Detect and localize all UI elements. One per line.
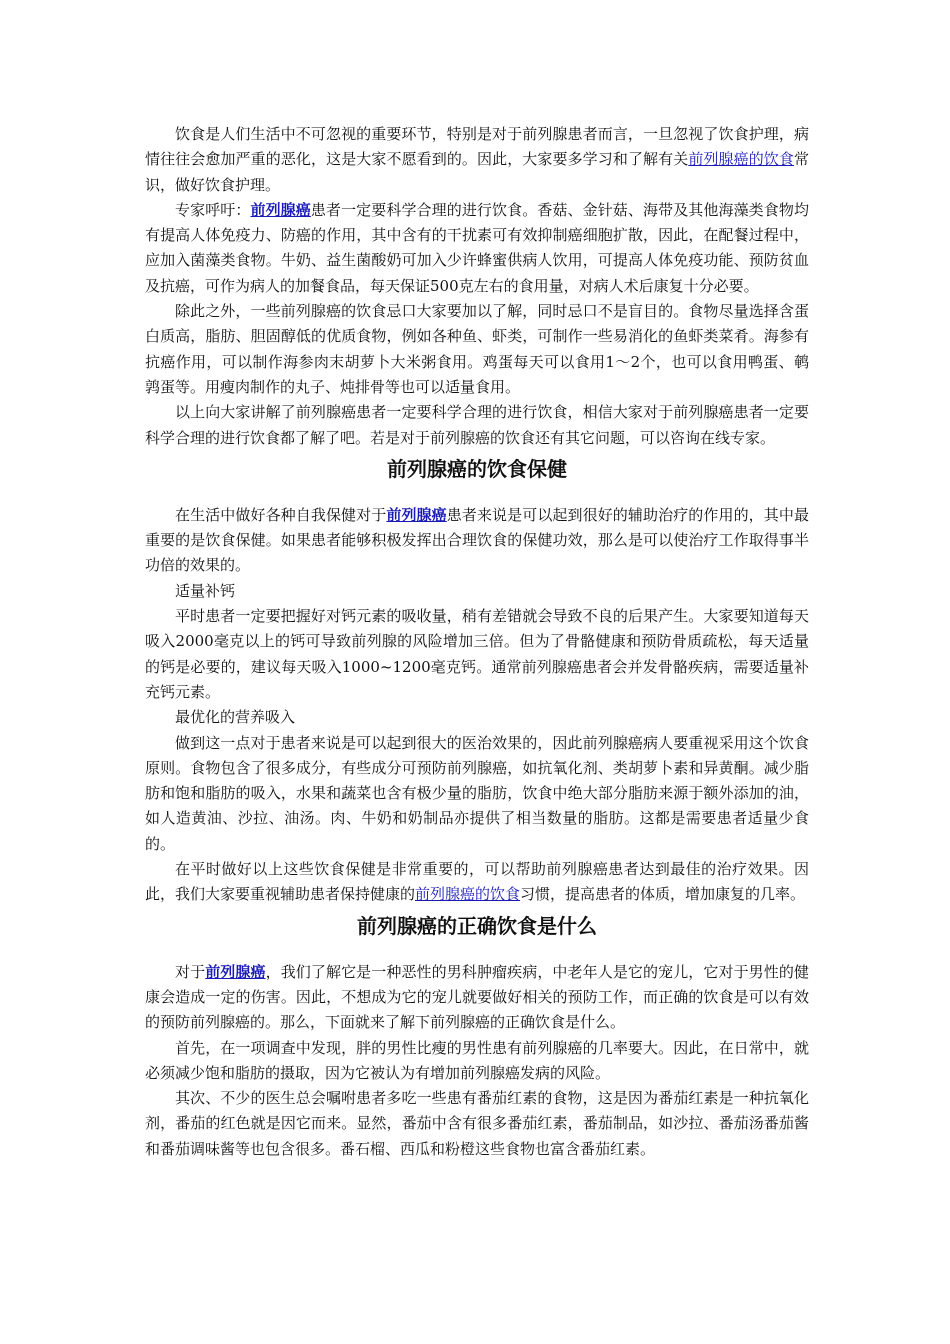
subheading: 最优化的营养吸入 (175, 708, 296, 727)
keyword-link[interactable]: 前列腺癌 (250, 200, 311, 219)
keyword-link[interactable]: 前列腺癌 (205, 962, 266, 981)
paragraph: 对于前列腺癌，我们了解它是一种恶性的男科肿瘤疾病，中老年人是它的宠儿，它对于男性的健康会造成一定的伤害。因此，不想成为它的宠儿就要做好相关的预防工作，而正确的饮食是可以有效的预防前列腺癌的。那么，下面就来了解下前列腺癌的正确饮食是什么。 (145, 962, 809, 1032)
paragraph: 在平时做好以上这些饮食保健是非常重要的，可以帮助前列腺癌患者达到最佳的治疗效果。因此，我们大家要重视辅助患者保持健康的前列腺癌的饮食习惯，提高患者的体质，增加康复的几率。 (145, 860, 809, 904)
paragraph: 饮食是人们生活中不可忽视的重要环节，特别是对于前列腺患者而言，一旦忽视了饮食护理，病情往往会愈加严重的恶化，这是大家不愿看到的。因此，大家要多学习和了解有关前列腺癌的饮食常识，做好饮食护理。 (145, 125, 809, 194)
paragraph: 除此之外，一些前列腺癌的饮食忌口大家要加以了解，同时忌口不是盲目的。食物尽量选择含蛋白质高，脂肪、胆固醇低的优质食物，例如各种鱼、虾类，可制作一些易消化的鱼虾类菜肴。海参有抗癌作用，可以制作海参肉末胡萝卜大米粥食用。鸡蛋每天可以食用1～2个，也可以食用鸭蛋、鹌鹑蛋等。用瘦肉制作的丸子、炖排骨等也可以适量食用。 (145, 302, 809, 396)
section-heading: 前列腺癌的饮食保健 (387, 456, 567, 481)
paragraph: 以上向大家讲解了前列腺癌患者一定要科学合理的进行饮食，相信大家对于前列腺癌患者一定要科学合理的进行饮食都了解了吧。若是对于前列腺癌的饮食还有其它问题，可以咨询在线专家。 (145, 403, 809, 447)
article-link[interactable]: 前列腺癌的饮食 (688, 150, 794, 169)
subheading: 适量补钙 (175, 581, 236, 600)
document-body (145, 122, 809, 1162)
section-heading: 前列腺癌的正确饮食是什么 (357, 913, 597, 938)
paragraph: 专家呼吁：前列腺癌患者一定要科学合理的进行饮食。香菇、金针菇、海带及其他海藻类食物均有提高人体免疫力、防癌的作用，其中含有的干扰素可有效抑制癌细胞扩散，因此，在配餐过程中，应加入菌藻类食物。牛奶、益生菌酸奶可加入少许蜂蜜供病人饮用，可提高人体免疫功能、预防贫血及抗癌，可作为病人的加餐食品，每天保证500克左右的食用量，对病人术后康复十分必要。 (145, 200, 809, 295)
paragraph: 做到这一点对于患者来说是可以起到很大的医治效果的，因此前列腺癌病人要重视采用这个饮食原则。食物包含了很多成分，有些成分可预防前列腺癌，如抗氧化剂、类胡萝卜素和异黄酮。减少脂肪和饱和脂肪的吸入，水果和蔬菜也含有极少量的脂肪，饮食中绝大部分脂肪来源于额外添加的油，如人造黄油、沙拉、油汤。肉、牛奶和奶制品亦提供了相当数量的脂肪。这都是需要患者适量少食的。 (145, 733, 809, 853)
paragraph: 在生活中做好各种自我保健对于前列腺癌患者来说是可以起到很好的辅助治疗的作用的，其中最重要的是饮食保健。如果患者能够积极发挥出合理饮食的保健功效，那么是可以使治疗工作取得事半功倍的效果的。 (145, 505, 809, 575)
article-link[interactable]: 前列腺癌的饮食 (415, 885, 521, 904)
keyword-link[interactable]: 前列腺癌 (386, 505, 447, 524)
paragraph: 首先，在一项调查中发现，胖的男性比瘦的男性患有前列腺癌的几率要大。因此，在日常中，就必须减少饱和脂肪的摄取，因为它被认为有增加前列腺癌发病的风险。 (145, 1038, 809, 1082)
paragraph: 其次、不少的医生总会嘱咐患者多吃一些患有番茄红素的食物，这是因为番茄红素是一种抗氧化剂，番茄的红色就是因它而来。显然，番茄中含有很多番茄红素，番茄制品，如沙拉、番茄汤番茄酱和番茄调味酱等也包含很多。番石榴、西瓜和粉橙这些食物也富含番茄红素。 (145, 1089, 809, 1158)
paragraph: 平时患者一定要把握好对钙元素的吸收量，稍有差错就会导致不良的后果产生。大家要知道每天吸入2000毫克以上的钙可导致前列腺的风险增加三倍。但为了骨骼健康和预防骨质疏松，每天适量的钙是必要的，建议每天吸入1000~1200毫克钙。通常前列腺癌患者会并发骨骼疾病，需要适量补充钙元素。 (145, 607, 809, 701)
